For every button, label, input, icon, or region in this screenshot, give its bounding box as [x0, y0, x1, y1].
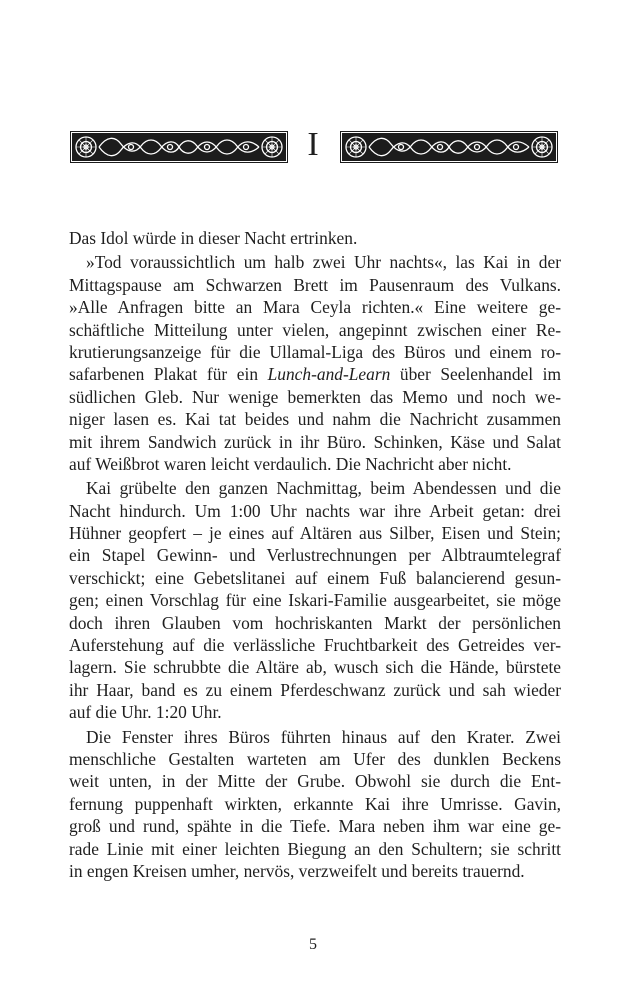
text-line: krutierungsanzeige für die Ullamal-Liga des Büros und einem ro-	[69, 341, 561, 362]
text-line: weit unten, in der Mitte der Grube. Obwohl sie durch die Ent-	[69, 771, 561, 792]
paragraph	[69, 726, 561, 883]
text-line: in engen Kreisen umher, nervös, verzweifelt und bereits trauernd.	[69, 860, 525, 881]
text-line: ihr Haar, band es zu einem Pferdeschwanz zurück und sah wieder	[69, 679, 561, 700]
text-line: ein Stapel Gewinn- und Verlustrechnungen per Albtraumtelegraf	[69, 545, 561, 566]
body-text	[69, 227, 561, 882]
text-line: verschickt; eine Gebetslitanei auf einem Fuß balancierend gesun-	[69, 567, 561, 588]
text-line: mit ihrem Sandwich zurück in ihr Büro. Schinken, Käse und Salat	[69, 431, 561, 452]
text-line: »Tod voraussichtlich um halb zwei Uhr nachts«, las Kai in der	[86, 252, 561, 273]
paragraph	[69, 227, 561, 249]
paragraph	[69, 477, 561, 723]
text-run: über Seelenhandel im	[390, 364, 562, 385]
text-run: safarbenen Plakat für ein	[69, 364, 268, 385]
text-line: auf Weißbrot waren leicht verdaulich. Die Nachricht aber nicht.	[69, 453, 512, 474]
text-line: auf die Uhr. 1:20 Uhr.	[69, 702, 222, 723]
text-line: Hühner geopfert – je eines auf Altären aus Silber, Eisen und Stein;	[69, 523, 561, 544]
text-line: gen; einen Vorschlag für eine Iskari-Familie ausgearbeitet, sie möge	[69, 590, 561, 611]
chapter-number: I	[307, 126, 319, 163]
text-line: Nacht hindurch. Um 1:00 Uhr nachts war ihre Arbeit getan: drei	[69, 500, 561, 521]
paragraph	[69, 251, 561, 475]
text-line: »Alle Anfragen bitte an Mara Ceyla richten.« Eine weitere ge-	[69, 297, 561, 318]
text-line: niger lasen es. Kai tat beides und nahm die Nachricht zusammen	[69, 409, 561, 430]
text-line: Das Idol würde in dieser Nacht ertrinken.	[69, 228, 358, 248]
text-line: groß und rund, spähte in die Tiefe. Mara neben ihm war eine ge-	[69, 816, 561, 837]
italic-title: Lunch-and-Learn	[267, 364, 391, 385]
text-line: südlichen Gleb. Nur wenige bemerkten das Memo und noch we-	[69, 386, 561, 407]
text-line: Die Fenster ihres Büros führten hinaus auf den Krater. Zwei	[86, 726, 561, 747]
text-line: doch ihren Glauben vom hochriskanten Markt der persönlichen	[69, 612, 561, 633]
text-line: Auferstehung auf die verlässliche Fruchtbarkeit des Getreides ver-	[69, 635, 561, 656]
chapter-heading	[0, 123, 626, 175]
text-line: rade Linie mit einer leichten Biegung an den Schultern; sie schritt	[69, 838, 561, 859]
text-line: schäftliche Mitteilung unter vielen, angepinnt zwischen einer Re-	[69, 319, 561, 340]
page-number: 5	[309, 936, 317, 953]
text-line: menschliche Gestalten warteten am Ufer des dunklen Beckens	[69, 748, 561, 769]
text-line: Kai grübelte den ganzen Nachmittag, beim Abendessen und die	[86, 478, 561, 499]
text-line	[69, 363, 561, 385]
ornament-right-icon	[340, 131, 558, 163]
text-line: lagern. Sie schrubbte die Altäre ab, wusch sich die Hände, bürstete	[69, 657, 561, 678]
ornament-left-icon	[70, 131, 288, 163]
text-line: Mittagspause am Schwarzen Brett im Pausenraum des Vulkans.	[69, 274, 561, 295]
text-line: fernung puppenhaft wirkten, erkannte Kai ihre Umrisse. Gavin,	[69, 793, 561, 814]
